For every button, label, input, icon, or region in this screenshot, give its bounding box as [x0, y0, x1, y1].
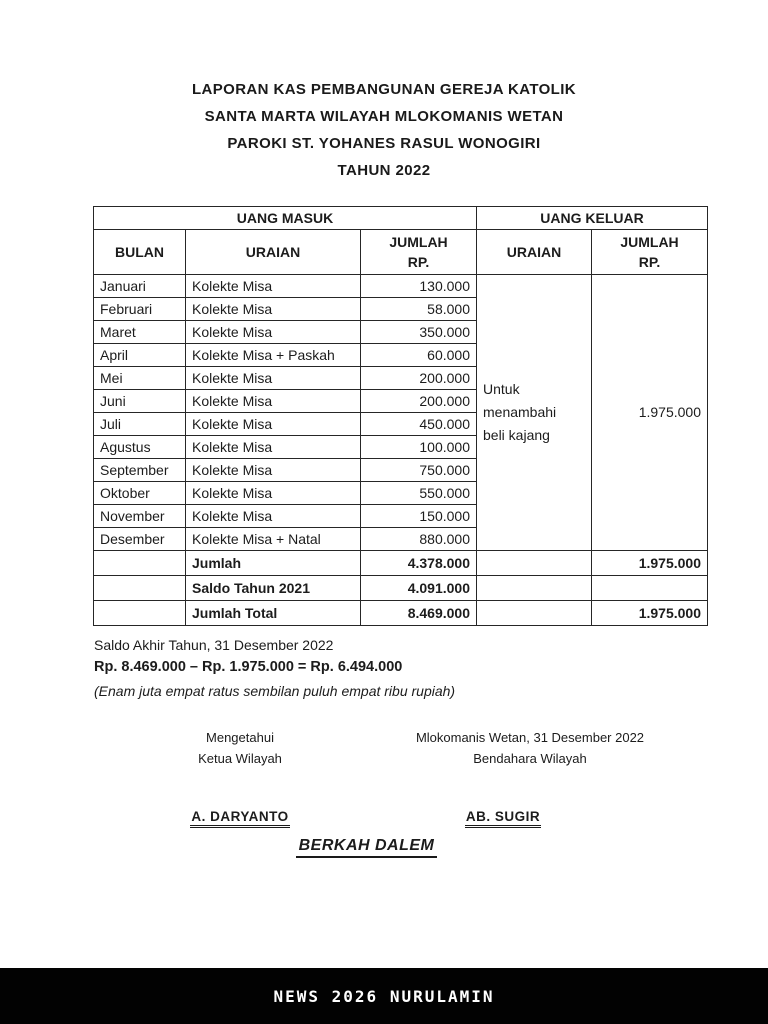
keluar-jumlah-cell: 1.975.000 [592, 275, 708, 551]
uraian-cell: Kolekte Misa [186, 298, 361, 321]
col-header-bulan: BULAN [94, 230, 186, 275]
balance-calculation-line: Rp. 8.469.000 – Rp. 1.975.000 = Rp. 6.494.000 [94, 659, 403, 675]
month-cell: Januari [94, 275, 186, 298]
jumlah-cell: 100.000 [361, 436, 477, 459]
col-header-uraian-masuk: URAIAN [186, 230, 361, 275]
summary-row-saldo-tahun-2021 [94, 576, 708, 601]
right-signatory-role: Bendahara Wilayah [473, 751, 587, 766]
empty-cell [477, 551, 592, 576]
jumlah-cell: 58.000 [361, 298, 477, 321]
month-cell: November [94, 505, 186, 528]
col-header-jumlah-keluar-line2: RP. [638, 254, 661, 270]
month-cell: Mei [94, 367, 186, 390]
table-section-header-row [94, 207, 708, 230]
jumlah-cell: 200.000 [361, 367, 477, 390]
uraian-cell: Kolekte Misa [186, 275, 361, 298]
summary-keluar-value: 1.975.000 [592, 551, 708, 576]
summary-row-jumlah-total [94, 601, 708, 626]
summary-keluar-value [592, 576, 708, 601]
summary-keluar-value: 1.975.000 [592, 601, 708, 626]
left-signatory-role-line2: Ketua Wilayah [198, 751, 282, 766]
table-row-januari [94, 275, 708, 298]
summary-label: Saldo Tahun 2021 [186, 576, 361, 601]
col-header-uraian-keluar: URAIAN [477, 230, 592, 275]
document-title [0, 76, 768, 184]
uraian-cell: Kolekte Misa + Paskah [186, 344, 361, 367]
left-signatory-name: A. DARYANTO [190, 809, 289, 828]
jumlah-cell: 880.000 [361, 528, 477, 551]
keluar-uraian-line1: Untuk [483, 381, 520, 397]
right-signatory-name-container [403, 808, 603, 828]
summary-label: Jumlah [186, 551, 361, 576]
title-line-4: TAHUN 2022 [337, 162, 431, 179]
month-cell: Juli [94, 413, 186, 436]
uraian-cell: Kolekte Misa [186, 367, 361, 390]
col-header-jumlah-masuk [361, 230, 477, 275]
jumlah-cell: 60.000 [361, 344, 477, 367]
month-cell: Juni [94, 390, 186, 413]
uraian-cell: Kolekte Misa [186, 413, 361, 436]
blessing-line-container [0, 837, 733, 858]
watermark-text: NEWS 2026 NURULAMIN [273, 986, 495, 1006]
month-cell: Februari [94, 298, 186, 321]
month-cell: September [94, 459, 186, 482]
month-cell: Maret [94, 321, 186, 344]
title-line-1: LAPORAN KAS PEMBANGUNAN GEREJA KATOLIK [191, 81, 577, 98]
right-signatory-place-date: Mlokomanis Wetan, 31 Desember 2022 [415, 730, 645, 745]
summary-row-jumlah [94, 551, 708, 576]
summary-label: Jumlah Total [186, 601, 361, 626]
jumlah-cell: 750.000 [361, 459, 477, 482]
col-header-jumlah-masuk-line1: JUMLAH [389, 234, 448, 250]
left-signatory-block [140, 727, 340, 769]
title-line-3: PAROKI ST. YOHANES RASUL WONOGIRI [227, 135, 541, 152]
uraian-cell: Kolekte Misa + Natal [186, 528, 361, 551]
month-cell: April [94, 344, 186, 367]
uraian-cell: Kolekte Misa [186, 482, 361, 505]
uraian-cell: Kolekte Misa [186, 459, 361, 482]
cash-report-table [93, 206, 708, 626]
uraian-cell: Kolekte Misa [186, 505, 361, 528]
summary-masuk-value: 4.378.000 [361, 551, 477, 576]
left-signatory-role-line1: Mengetahui [206, 730, 274, 745]
table-column-header-row [94, 230, 708, 275]
jumlah-cell: 200.000 [361, 390, 477, 413]
right-signatory-block [380, 727, 680, 769]
summary-masuk-value: 8.469.000 [361, 601, 477, 626]
col-header-jumlah-keluar [592, 230, 708, 275]
empty-cell [94, 576, 186, 601]
keluar-uraian-line2: menambahi [483, 404, 557, 420]
saldo-akhir-line: Saldo Akhir Tahun, 31 Desember 2022 [94, 637, 334, 653]
jumlah-cell: 350.000 [361, 321, 477, 344]
uraian-cell: Kolekte Misa [186, 436, 361, 459]
cash-report-table-container [93, 206, 708, 626]
keluar-uraian-cell [477, 275, 592, 551]
right-signatory-name: AB. SUGIR [465, 809, 541, 828]
jumlah-cell: 150.000 [361, 505, 477, 528]
month-cell: Desember [94, 528, 186, 551]
blessing-line: BERKAH DALEM [296, 837, 438, 858]
keluar-uraian-line3: beli kajang [483, 427, 550, 443]
left-signatory-name-container [140, 808, 340, 828]
uraian-cell: Kolekte Misa [186, 321, 361, 344]
empty-cell [94, 601, 186, 626]
empty-cell [477, 601, 592, 626]
summary-masuk-value: 4.091.000 [361, 576, 477, 601]
section-header-uang-masuk: UANG MASUK [94, 207, 477, 230]
month-cell: Agustus [94, 436, 186, 459]
watermark-bar [0, 968, 768, 1024]
jumlah-cell: 550.000 [361, 482, 477, 505]
section-header-uang-keluar: UANG KELUAR [477, 207, 708, 230]
amount-in-words: (Enam juta empat ratus sembilan puluh empat ribu rupiah) [94, 683, 456, 699]
jumlah-cell: 450.000 [361, 413, 477, 436]
col-header-jumlah-keluar-line1: JUMLAH [620, 234, 679, 250]
jumlah-cell: 130.000 [361, 275, 477, 298]
empty-cell [477, 576, 592, 601]
title-line-2: SANTA MARTA WILAYAH MLOKOMANIS WETAN [204, 108, 564, 125]
month-cell: Oktober [94, 482, 186, 505]
uraian-cell: Kolekte Misa [186, 390, 361, 413]
empty-cell [94, 551, 186, 576]
col-header-jumlah-masuk-line2: RP. [407, 254, 430, 270]
